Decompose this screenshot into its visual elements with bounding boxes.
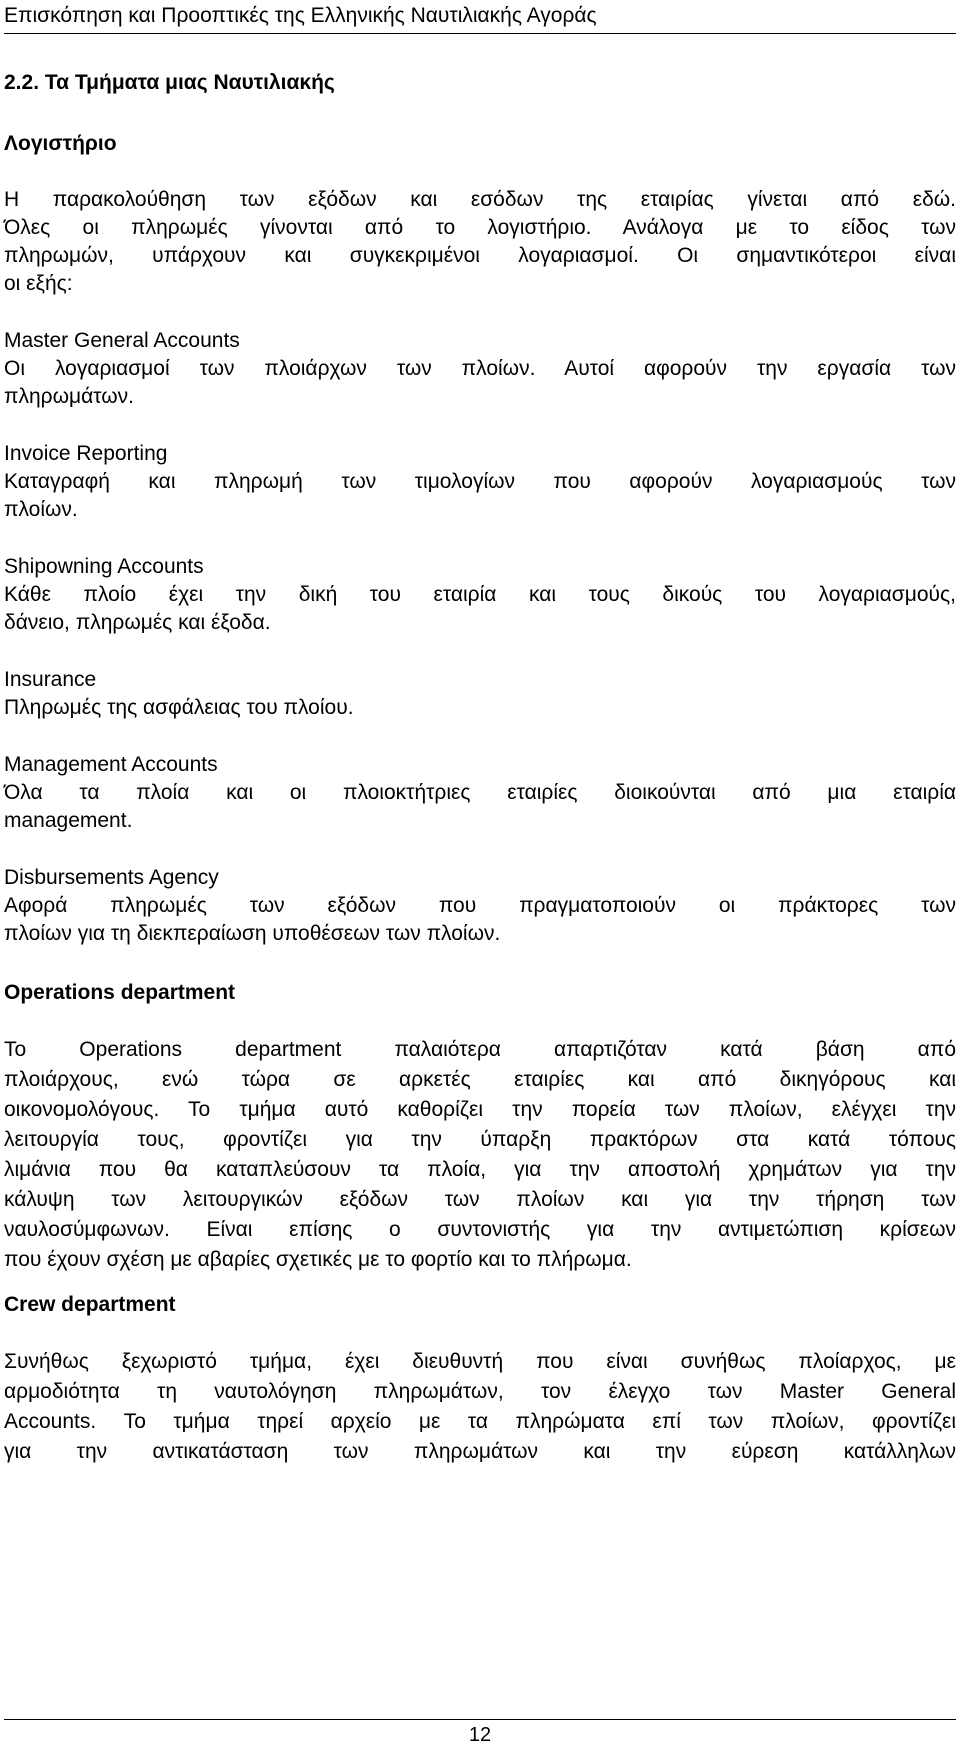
operations-line: κάλυψη των λειτουργικών εξόδων των πλοίων και για την τήρηση των [4,1188,956,1211]
crew-heading: Crew department [4,1293,176,1316]
account-description-line: πλοίων για τη διεκπεραίωση υποθέσεων των πλοίων. [4,922,501,945]
account-description-line: Οι λογαριασμοί των πλοιάρχων των πλοίων. Αυτοί αφορούν την εργασία των [4,357,956,380]
account-description-line: Πληρωμές της ασφάλειας του πλοίου. [4,696,354,719]
account-title: Master General Accounts [4,329,240,352]
account-description-line: Όλα τα πλοία και οι πλοιοκτήτριες εταιρίες διοικούνται από μια εταιρία [4,781,956,804]
operations-line: που έχουν σχέση με αβαρίες σχετικές με το φορτίο και το πλήρωμα. [4,1248,632,1271]
account-title: Disbursements Agency [4,866,219,889]
crew-line: για την αντικατάσταση των πληρωμάτων και την εύρεση κατάλληλων [4,1440,956,1463]
accounting-intro-line: Όλες οι πληρωμές γίνονται από το λογιστήριο. Ανάλογα με το είδος των [4,216,956,239]
crew-line: Accounts. Το τμήμα τηρεί αρχείο με τα πληρώματα επί των πλοίων, φροντίζει [4,1410,956,1433]
footer-divider [4,1719,956,1720]
account-title: Shipowning Accounts [4,555,204,578]
accounting-intro-line: οι εξής: [4,272,73,295]
account-title: Invoice Reporting [4,442,168,465]
accounting-intro-line: πληρωμών, υπάρχουν και συγκεκριμένοι λογαριασμοί. Οι σημαντικότεροι είναι [4,244,956,267]
operations-line: ναυλοσύμφωνων. Είναι επίσης ο συντονιστής για την αντιμετώπιση κρίσεων [4,1218,956,1241]
operations-line: Το Operations department παλαιότερα απαρτιζόταν κατά βάση από [4,1038,956,1061]
account-title: Management Accounts [4,753,218,776]
section-heading: 2.2. Τα Τμήματα μιας Ναυτιλιακής [4,71,335,94]
account-description-line: management. [4,809,133,832]
account-description-line: δάνειο, πληρωμές και έξοδα. [4,611,271,634]
crew-line: Συνήθως ξεχωριστό τμήμα, έχει διευθυντή που είναι συνήθως πλοίαρχος, με [4,1350,956,1373]
account-description-line: Αφορά πληρωμές των εξόδων που πραγματοποιούν οι πράκτορες των [4,894,956,917]
operations-line: λειτουργία τους, φροντίζει για την ύπαρξη πρακτόρων στα κατά τόπους [4,1128,956,1151]
accounting-intro-line: Η παρακολούθηση των εξόδων και εσόδων της εταιρίας γίνεται από εδώ. [4,188,956,211]
running-header: Επισκόπηση και Προοπτικές της Ελληνικής Ναυτιλιακής Αγοράς [4,2,956,34]
operations-heading: Operations department [4,981,236,1004]
operations-line: πλοιάρχους, ενώ τώρα σε αρκετές εταιρίες και από δικηγόρους και [4,1068,956,1091]
accounting-heading: Λογιστήριο [4,132,117,155]
crew-line: αρμοδιότητα τη ναυτολόγηση πληρωμάτων, τον έλεγχο των Master General [4,1380,956,1403]
account-description-line: Κάθε πλοίο έχει την δική του εταιρία και τους δικούς του λογαριασμούς, [4,583,956,606]
page-number: 12 [468,1724,492,1746]
account-description-line: πληρωμάτων. [4,385,134,408]
account-title: Insurance [4,668,97,691]
operations-line: λιμάνια που θα καταπλεύσουν τα πλοία, για την αποστολή χρημάτων για την [4,1158,956,1181]
operations-line: οικονομολόγους. Το τμήμα αυτό καθορίζει την πορεία των πλοίων, ελέγχει την [4,1098,956,1121]
account-description-line: πλοίων. [4,498,78,521]
account-description-line: Καταγραφή και πληρωμή των τιμολογίων που αφορούν λογαριασμούς των [4,470,956,493]
